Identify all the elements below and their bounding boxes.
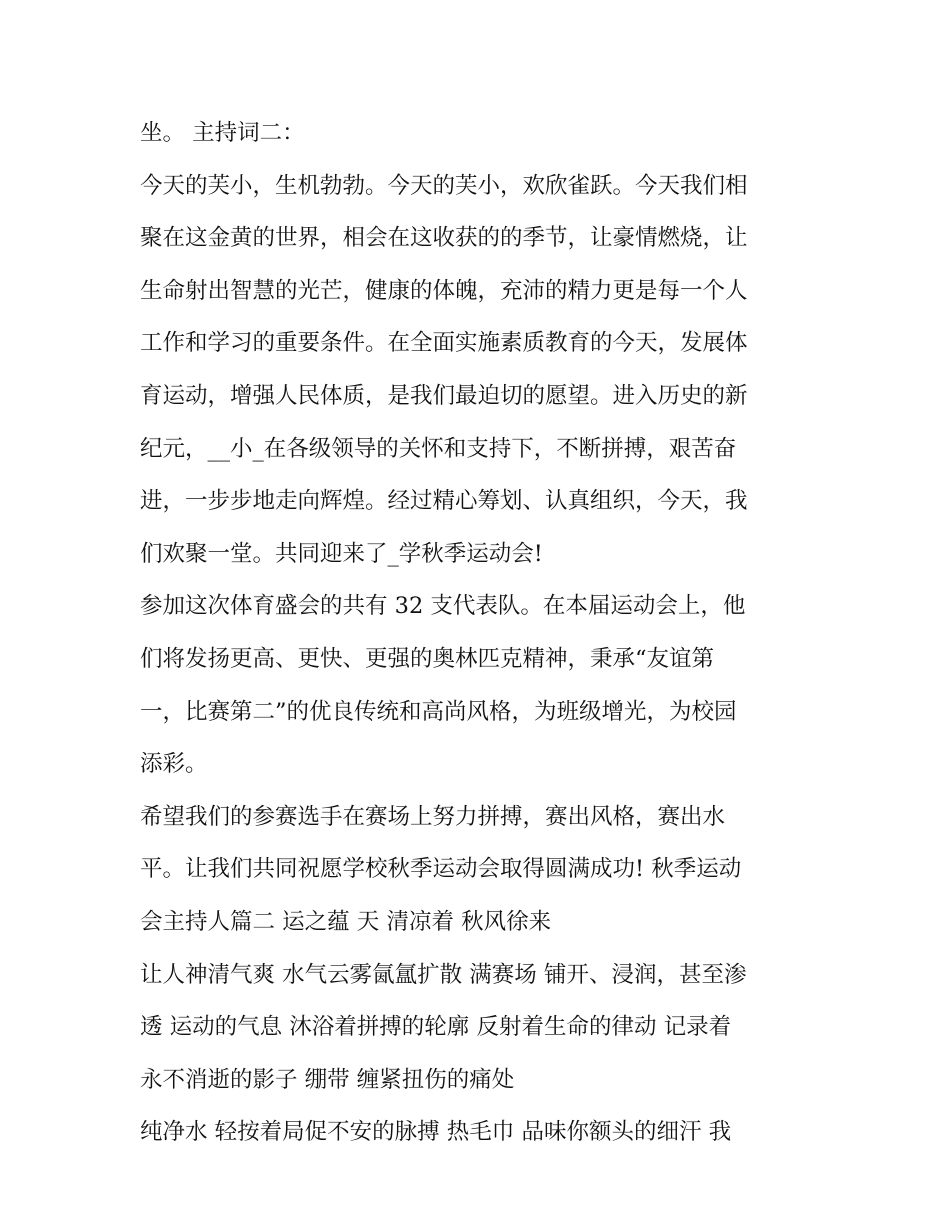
text-line: 让人神清气爽 水气云雾氤氲扩散 满赛场 铺开、浸润，甚至渗 bbox=[140, 961, 747, 988]
text-line: 聚在这金黄的世界，相会在这收获的的季节，让豪情燃烧，让 bbox=[140, 225, 748, 252]
text-line: 纯净水 轻按着局促不安的脉搏 热毛巾 品味你额头的细汗 我 bbox=[140, 1119, 732, 1146]
text-line: 工作和学习的重要条件。在全面实施素质教育的今天，发展体 bbox=[140, 330, 748, 357]
text-line: 参加这次体育盛会的共有 32 支代表队。在本届运动会上，他 bbox=[140, 593, 746, 620]
text-line: 会主持人篇二 运之蕴 天 清凉着 秋风徐来 bbox=[140, 908, 552, 935]
text-line: 坐。 主持词二： bbox=[140, 120, 305, 146]
text-line: 添彩。 bbox=[140, 751, 208, 778]
text-line: 永不消逝的影子 绷带 缠紧扭伤的痛处 bbox=[140, 1066, 515, 1093]
text-line: 透 运动的气息 沐浴着拼搏的轮廓 反射着生命的律动 记录着 bbox=[140, 1014, 732, 1041]
text-line: 平。让我们共同祝愿学校秋季运动会取得圆满成功! 秋季运动 bbox=[140, 856, 742, 883]
text-line: 一，比赛第二”的优良传统和高尚风格，为班级增光，为校园 bbox=[140, 698, 737, 725]
text-line: 们欢聚一堂。共同迎来了_学秋季运动会! bbox=[140, 540, 543, 567]
text-line: 今天的芙小，生机勃勃。今天的芙小，欢欣雀跃。今天我们相 bbox=[140, 172, 748, 199]
text-line: 进，一步步地走向辉煌。经过精心筹划、认真组织，今天，我 bbox=[140, 488, 748, 515]
text-line: 纪元，__小_在各级领导的关怀和支持下，不断拼搏，艰苦奋 bbox=[140, 435, 737, 462]
text-line: 们将发扬更高、更快、更强的奥林匹克精神，秉承“友谊第 bbox=[140, 645, 715, 672]
text-line: 生命射出智慧的光芒，健康的体魄，充沛的精力更是每一个人 bbox=[140, 277, 748, 304]
body-text bbox=[140, 107, 820, 1159]
text-line: 育运动，增强人民体质，是我们最迫切的愿望。进入历史的新 bbox=[140, 382, 748, 409]
text-line: 希望我们的参赛选手在赛场上努力拼搏，赛出风格，赛出水 bbox=[140, 803, 726, 830]
